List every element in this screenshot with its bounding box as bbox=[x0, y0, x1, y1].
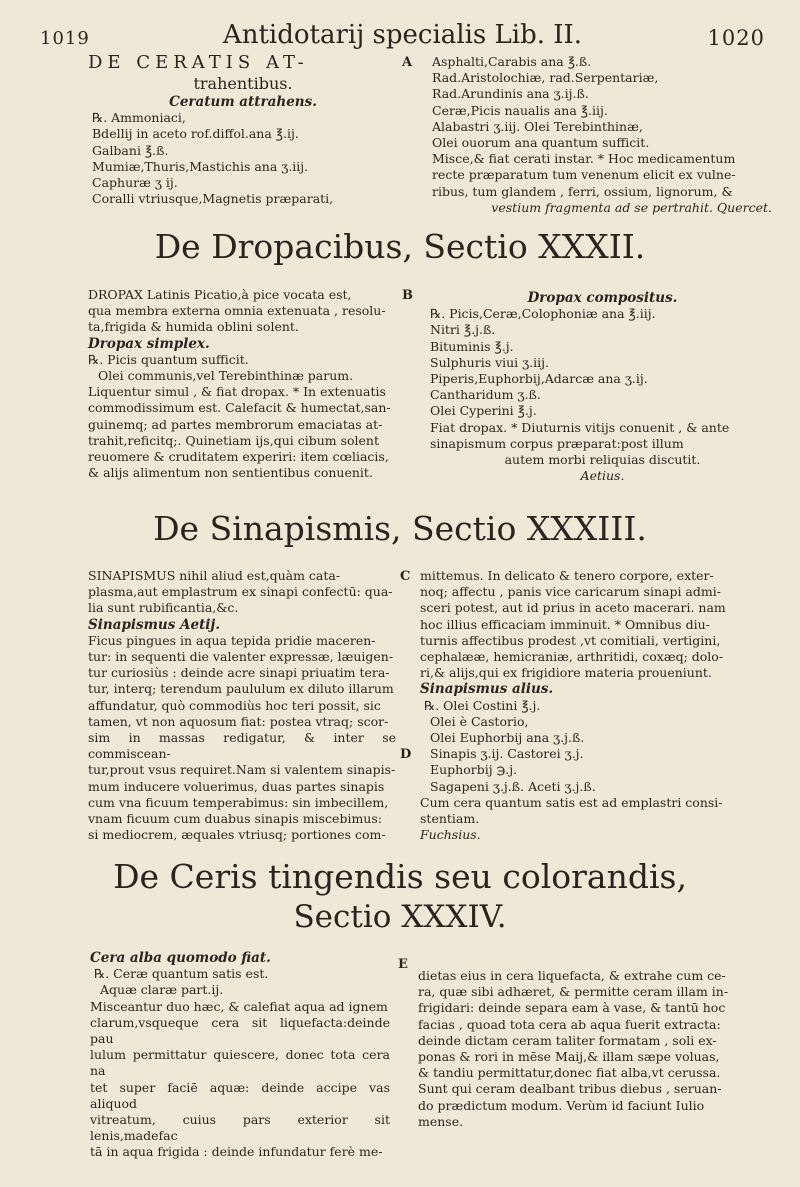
ceris-line: ra, quæ sibi adhæret, & permitte ceram illam in- bbox=[418, 984, 729, 1000]
dropax-line: Cantharidum ʒ.ß. bbox=[430, 387, 541, 403]
ceris-left-column bbox=[90, 950, 390, 1161]
sinapismis-line: hoc illius efficaciam imminuit. * Omnibus diu- bbox=[420, 616, 710, 632]
sinapismis-line: Sagapeni ʒ.j.ß. Aceti ʒ.j.ß. bbox=[430, 778, 596, 794]
ceratis-heading-2: trahentibus. bbox=[193, 74, 293, 93]
ceris-line: frigidari: deinde separa eam à vase, & tantū hoc bbox=[418, 1000, 726, 1016]
ceratis-heading: DE CERATIS AT- bbox=[88, 52, 309, 73]
page-number-right: 1020 bbox=[707, 26, 765, 50]
dropax-line: autem morbi reliquias discutit. bbox=[504, 452, 701, 468]
ceratis-subtitle: Ceratum attrahens. bbox=[169, 94, 317, 110]
dropax-line: guinemq; ad partes membrorum emaciatas at- bbox=[88, 416, 383, 432]
ceris-line: deinde dictam ceram taliter formatam , soli ex- bbox=[418, 1032, 717, 1048]
ceris-line: clarum,vsqueque cera sit liquefacta:deinde pau bbox=[90, 1014, 390, 1047]
sinapismis-line: si mediocrem, æquales vtriusq; portiones com- bbox=[88, 827, 386, 843]
sinapismis-line: SINAPISMUS nihil aliud est,quàm cata- bbox=[88, 568, 341, 583]
ceratis-left-column bbox=[88, 52, 398, 207]
margin-marker-a: A bbox=[402, 55, 413, 70]
ceris-line: lulum permittatur quiescere, donec tota cera na bbox=[90, 1047, 390, 1079]
sinapismus-aetii-title: Sinapismus Aetij. bbox=[88, 616, 221, 633]
sinapismus-alius-title: Sinapismus alius. bbox=[420, 681, 554, 698]
sinapismis-source: Fuchsius. bbox=[420, 827, 481, 843]
sinapismis-line: Ficus pingues in aqua tepida pridie maceren- bbox=[88, 632, 376, 648]
ceris-line: dietas eius in cera liquefacta, & extrahe cum ce- bbox=[418, 968, 726, 983]
dropax-line: sinapismum corpus præparat:post illum bbox=[430, 435, 684, 451]
sinapismis-line: ℞. Olei Costini ℥.j. bbox=[424, 697, 541, 713]
sinapismis-line: stentiam. bbox=[420, 811, 480, 827]
ceratis-line: Olei ouorum ana quantum sufficit. bbox=[432, 135, 650, 151]
sinapismis-line: Euphorbij ℈.j. bbox=[430, 762, 518, 778]
dropax-left-column bbox=[88, 287, 396, 481]
section-heading-32: De Dropacibus, Sectio XXXII. bbox=[154, 227, 646, 266]
dropax-line: Liquentur simul , & fiat dropax. * In extenuatis bbox=[88, 384, 386, 400]
ceratis-line: vestium fragmenta ad se pertrahit. Quercet. bbox=[491, 199, 772, 215]
sinapismis-line: tur: in sequenti die valenter expressæ, læuigen- bbox=[88, 649, 394, 665]
ceris-line: tet super faciē aquæ: deinde accipe vas aliquod bbox=[90, 1079, 390, 1111]
dropax-line: ℞. Picis quantum sufficit. bbox=[88, 351, 249, 367]
sinapismis-line: vnam ficuum cum duabus sinapis miscebimus: bbox=[88, 811, 382, 827]
sinapismis-line: cephalææ, hemicraniæ, arthritidi, coxæq; dolo- bbox=[420, 649, 724, 665]
ceratis-line: Caphuræ ʒ ij. bbox=[92, 175, 178, 191]
dropax-line: ta,frigida & humida oblini solent. bbox=[88, 319, 299, 335]
ceratis-line: Alabastri ʒ.iij. Olei Terebinthinæ, bbox=[432, 118, 643, 134]
dropax-line: Sulphuris viui ʒ.iij. bbox=[430, 354, 550, 370]
dropax-line: Nitri ℥.j.ß. bbox=[430, 322, 496, 338]
sinapismis-line: lia sunt rubificantia,&c. bbox=[88, 600, 239, 616]
ceris-line: ponas & rori in mēse Maij,& illam sæpe voluas, bbox=[418, 1049, 720, 1065]
ceratis-line: Mumiæ,Thuris,Mastichis ana ʒ.iij. bbox=[92, 158, 309, 174]
section-heading-34: De Ceris tingendis seu colorandis, bbox=[113, 857, 687, 896]
sinapismis-line: Cum cera quantum satis est ad emplastri consi- bbox=[420, 794, 723, 810]
sinapismis-line: affundatur, quò commodiùs hoc teri possit, sic bbox=[88, 697, 381, 713]
dropax-line: Piperis,Euphorbij,Adarcæ ana ʒ.ij. bbox=[430, 371, 648, 387]
ceratis-line: ℞. Ammoniaci, bbox=[92, 110, 186, 126]
dropax-line: Olei communis,vel Terebinthinæ parum. bbox=[98, 368, 354, 384]
dropax-line: Bituminis ℥.j. bbox=[430, 338, 514, 354]
ceratis-right-column bbox=[432, 54, 772, 216]
section-heading-34-number: Sectio XXXIV. bbox=[293, 899, 507, 935]
dropax-line: ℞. Picis,Ceræ,Colophoniæ ana ℥.iij. bbox=[430, 306, 656, 322]
ceris-line: Sunt qui ceram dealbant tribus diebus , seruan- bbox=[418, 1081, 722, 1097]
ceratis-line: Misce,& fiat cerati instar. * Hoc medicamentum bbox=[432, 151, 736, 167]
margin-marker-e: E bbox=[398, 957, 408, 972]
page-number-left: 1019 bbox=[40, 28, 90, 49]
dropax-source: Aetius. bbox=[580, 468, 625, 484]
ceris-line: tā in aqua frigida : deinde infundatur ferè me- bbox=[90, 1144, 383, 1160]
ceris-line: & tandiu permittatur,donec fiat alba,vt cerussa. bbox=[418, 1065, 721, 1081]
sinapismis-line: sceri potest, aut id prius in aceto macerari. nam bbox=[420, 600, 726, 616]
sinapismis-line: Sinapis ʒ.ij. Castorei ʒ.j. bbox=[430, 746, 584, 762]
dropax-line: commodissimum est. Calefacit & humectat,san- bbox=[88, 400, 391, 416]
ceratis-line: Coralli vtriusque,Magnetis præparati, bbox=[92, 191, 334, 207]
sinapismis-line: mum inducere voluerimus, duas partes sinapis bbox=[88, 778, 385, 794]
ceratis-line: Bdellij in aceto rof.diffol.ana ℥.ij. bbox=[92, 126, 299, 142]
sinapismis-line: tur,prout vsus requiret.Nam si valentem sinapis- bbox=[88, 762, 396, 778]
running-header bbox=[40, 18, 765, 48]
ceris-line: Misceantur duo hæc, & calefiat aqua ad ignem bbox=[90, 998, 388, 1014]
dropax-line: trahit,reficitq;. Quinetiam ijs,qui cibum solent bbox=[88, 432, 380, 448]
margin-marker-c: C bbox=[400, 569, 411, 584]
dropax-line: Fiat dropax. * Diuturnis vitijs conuenit , & ante bbox=[430, 419, 730, 435]
ceris-right-column bbox=[418, 968, 768, 1130]
ceratis-line: Asphalti,Carabis ana ℥.ß. bbox=[432, 54, 592, 69]
margin-marker-b: B bbox=[402, 288, 413, 303]
ceratis-line: Rad.Aristolochiæ, rad.Serpentariæ, bbox=[432, 70, 659, 86]
ceris-line: mense. bbox=[418, 1113, 464, 1129]
sinapismis-line: tur, interq; terendum paululum ex diluto illarum bbox=[88, 681, 394, 697]
section-heading-33: De Sinapismis, Sectio XXXIII. bbox=[153, 509, 647, 548]
ceratis-line: Rad.Arundinis ana ʒ.ij.ß. bbox=[432, 86, 589, 102]
dropax-simplex-title: Dropax simplex. bbox=[88, 335, 210, 352]
ceratis-line: Ceræ,Picis naualis ana ℥.iij. bbox=[432, 102, 608, 118]
ceris-line: ℞. Ceræ quantum satis est. bbox=[94, 966, 269, 982]
ceratis-line: Galbani ℥.ß. bbox=[92, 142, 169, 158]
ceris-line: Aquæ claræ part.ij. bbox=[100, 982, 224, 998]
sinapismis-line: Olei Euphorbij ana ʒ.j.ß. bbox=[430, 730, 585, 746]
sinapismis-left-column bbox=[88, 568, 396, 843]
sinapismis-line: ri,& alijs,qui ex frigidiore materia proueniunt. bbox=[420, 665, 712, 681]
ceris-line: vitreatum, cuius pars exterior sit lenis,madefac bbox=[90, 1112, 390, 1144]
cera-alba-title: Cera alba quomodo fiat. bbox=[90, 950, 271, 966]
sinapismis-line: sim in massas redigatur, & inter se commiscean- bbox=[88, 730, 396, 762]
sinapismis-line: plasma,aut emplastrum ex sinapi confectū: qua- bbox=[88, 584, 393, 600]
dropax-line: qua membra externa omnia extenuata , resolu- bbox=[88, 303, 386, 319]
margin-marker-d: D bbox=[400, 747, 412, 762]
dropax-right-column bbox=[430, 290, 775, 484]
sinapismis-line: noq; affectu , panis vice caricarum sinapi admi- bbox=[420, 584, 721, 600]
dropax-line: Olei Cyperini ℥.j. bbox=[430, 403, 537, 419]
ceratis-line: recte præparatum tum venenum elicit ex vulne- bbox=[432, 167, 736, 183]
running-title: Antidotarij specialis Lib. II. bbox=[222, 20, 583, 50]
sinapismis-line: tamen, vt non aquosum fiat: postea vtraq; scor- bbox=[88, 713, 389, 729]
sinapismis-line: turnis affectibus prodest ,vt comitiali, vertigini, bbox=[420, 632, 721, 648]
dropax-compositus-title: Dropax compositus. bbox=[527, 290, 678, 306]
ceratis-line: ribus, tum glandem , ferri, ossium, lignorum, & bbox=[432, 183, 733, 199]
dropax-line: DROPAX Latinis Picatio,à pice vocata est, bbox=[88, 287, 352, 302]
sinapismis-line: tur curiosiùs : deinde acre sinapi priuatim tera- bbox=[88, 665, 390, 681]
sinapismis-line: cum vna ficuum temperabimus: sin imbecillem, bbox=[88, 794, 389, 810]
sinapismis-right-column bbox=[420, 568, 775, 843]
ceris-line: do prædictum modum. Verùm id faciunt Iulio bbox=[418, 1097, 705, 1113]
dropax-line: reuomere & cruditatem experiri: item cœliacis, bbox=[88, 449, 389, 465]
sinapismis-line: mittemus. In delicato & tenero corpore, exter- bbox=[420, 568, 714, 583]
dropax-line: & alijs alimentum non sentientibus conuenit. bbox=[88, 465, 373, 481]
sinapismis-line: Olei è Castorio, bbox=[430, 713, 529, 729]
ceris-line: facias , quoad tota cera ab aqua fuerit extracta: bbox=[418, 1016, 721, 1032]
